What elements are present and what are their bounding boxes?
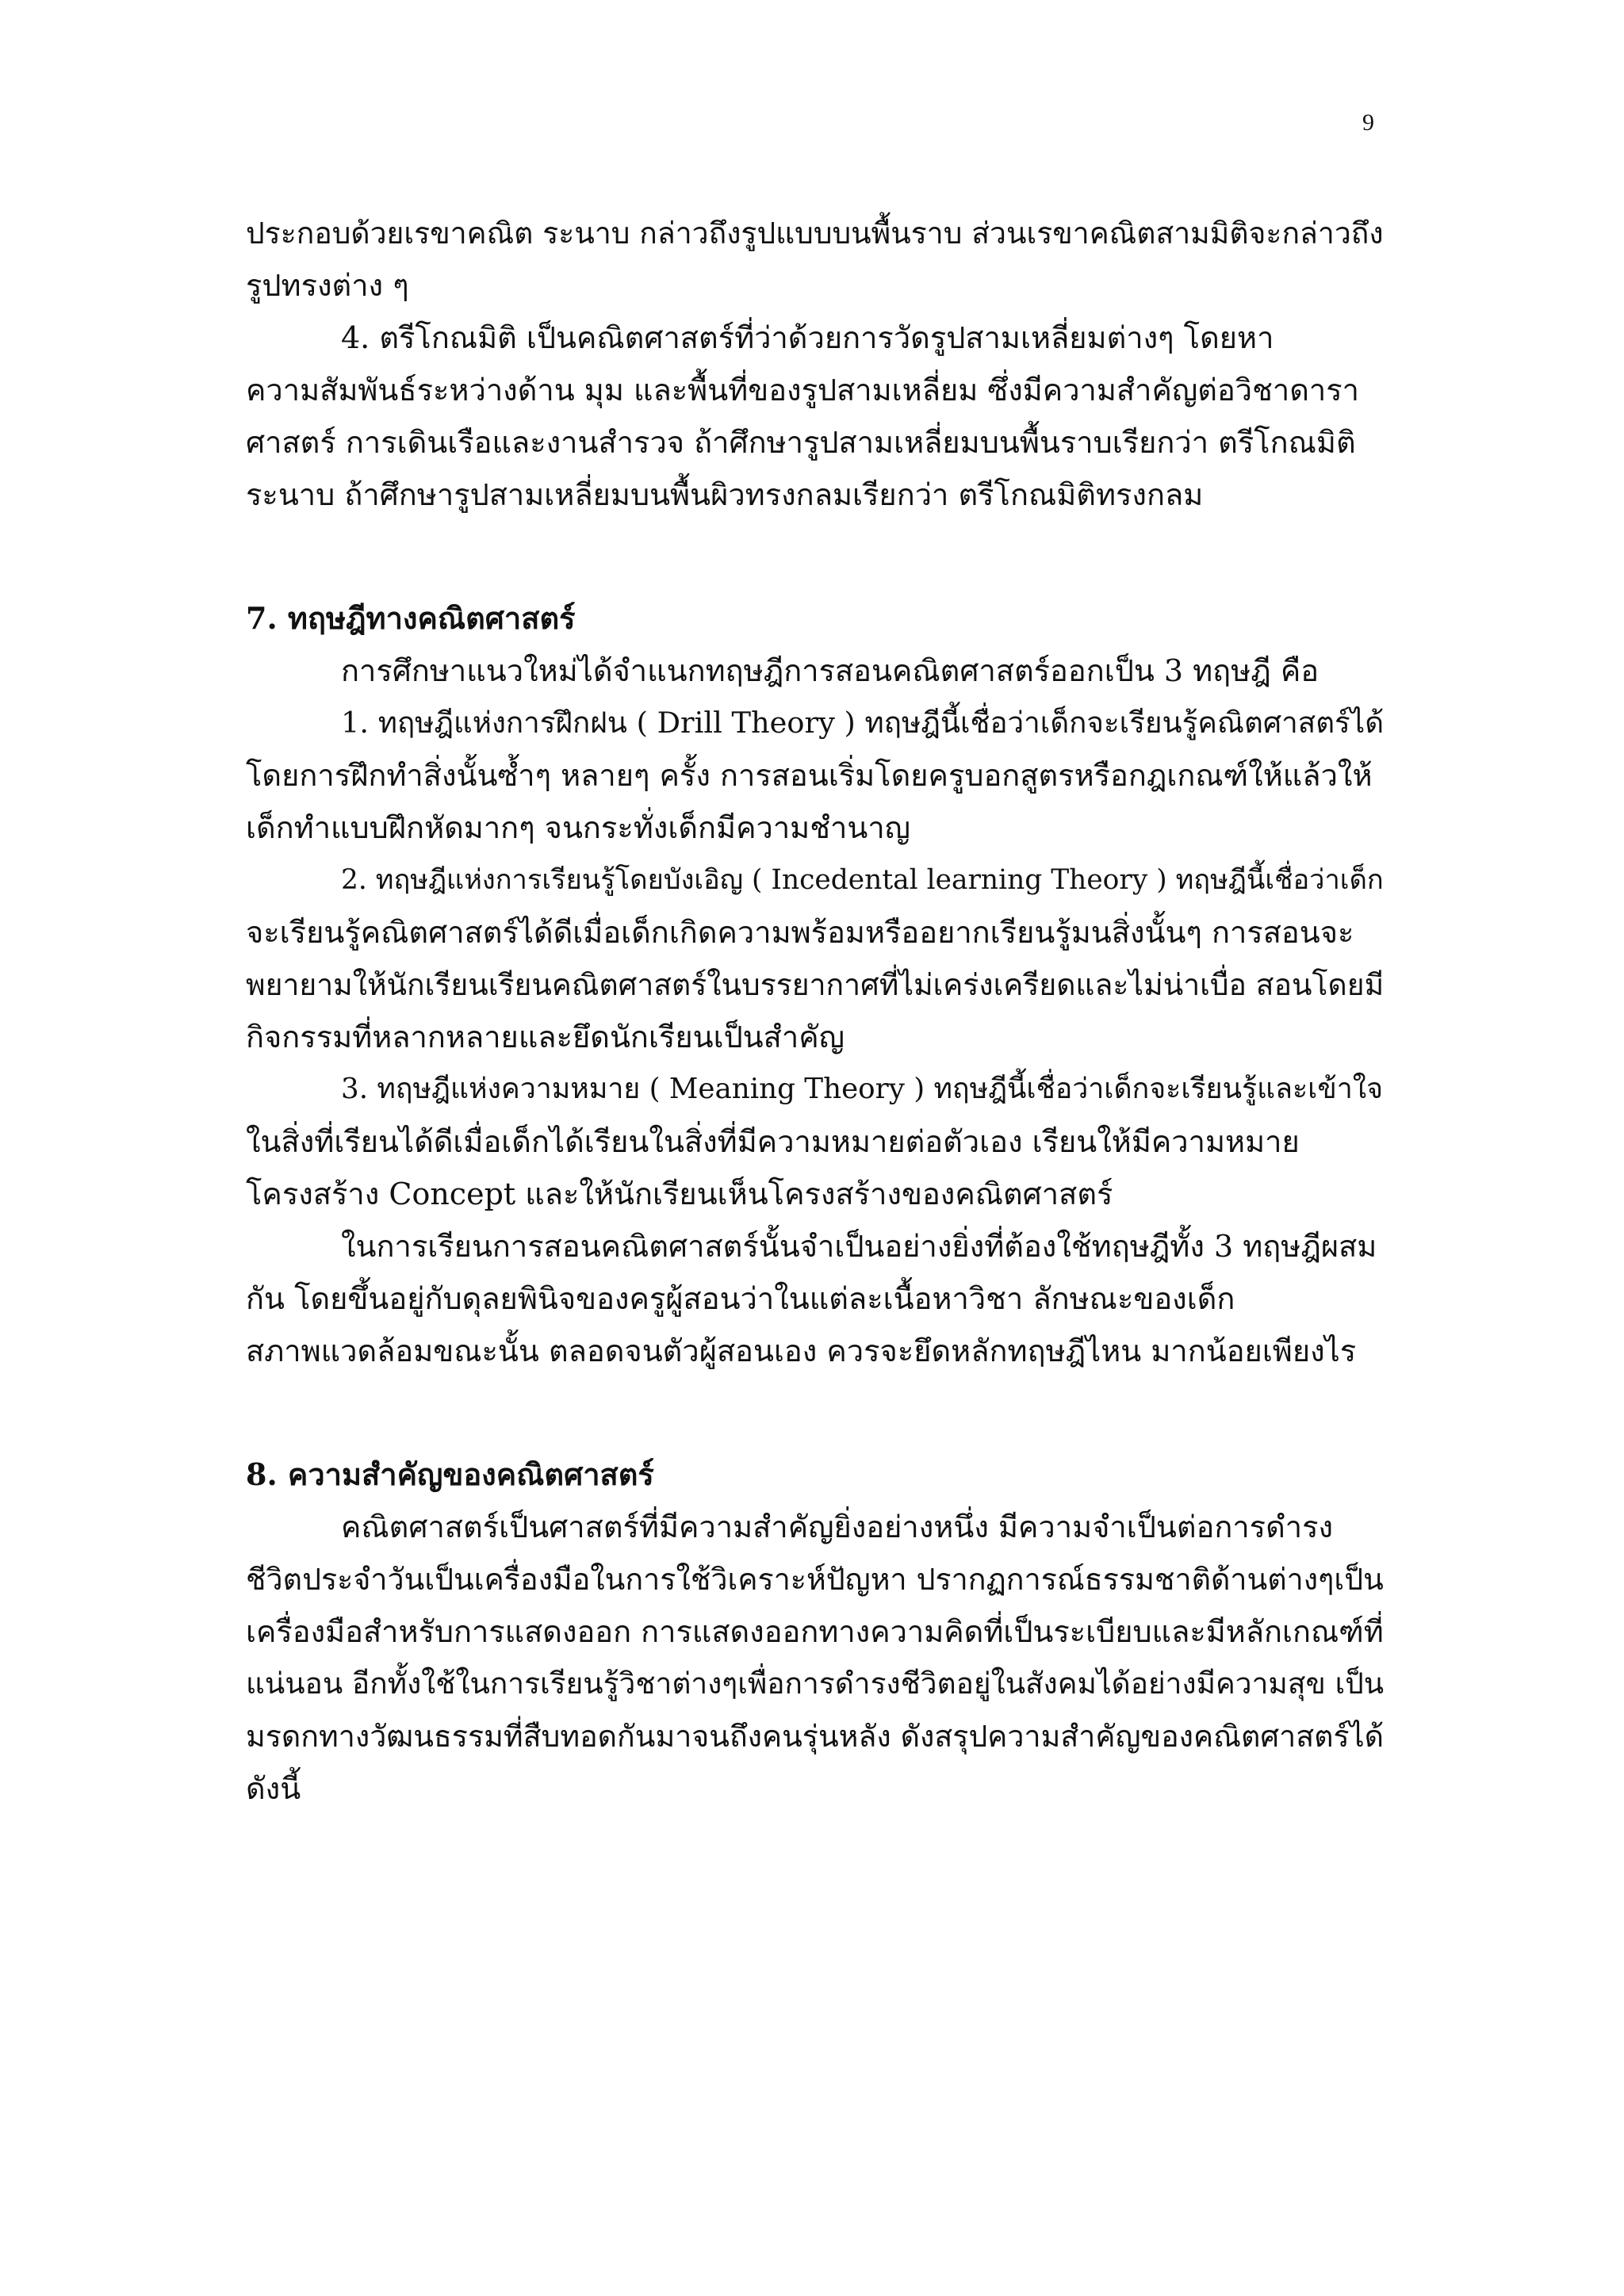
theory1-line: 1. ทฤษฎีแห่งการฝึกฝน ( Drill Theory ) ทฤษฎีนี้เชื่อว่าเด็กจะเรียนรู้คณิตศาสตร์ได้: [341, 706, 1385, 740]
page-number: 9: [1362, 109, 1374, 136]
theory2-line: พยายามให้นักเรียนเรียนคณิตศาสตร์ในบรรยากาศที่ไม่เคร่งเครียดและไม่น่าเบื่อ สอนโดยมี: [246, 967, 1385, 1002]
theory2-line: จะเรียนรู้คณิตศาสตร์ได้ดีเมื่อเด็กเกิดความพร้อมหรืออยากเรียนรู้มนสิ่งนั้นๆ การสอนจะ: [246, 915, 1354, 950]
intro-line: รูปทรงต่าง ๆ: [246, 268, 409, 303]
theory1-line: เด็กทำแบบฝึกหัดมากๆ จนกระทั่งเด็กมีความชำนาญ: [246, 810, 911, 845]
section7-intro: การศึกษาแนวใหม่ได้จำแนกทฤษฎีการสอนคณิตศาสตร์ออกเป็น 3 ทฤษฎี คือ: [341, 653, 1320, 688]
section8-line: ดังนี้: [246, 1771, 301, 1806]
section8-line: มรดกทางวัฒนธรรมที่สืบทอดกันมาจนถึงคนรุ่นหลัง ดังสรุปความสำคัญของคณิตศาสตร์ได้: [246, 1719, 1384, 1754]
section8-heading: 8. ความสำคัญของคณิตศาสตร์: [246, 1456, 654, 1492]
section7-heading: 7. ทฤษฎีทางคณิตศาสตร์: [246, 600, 576, 636]
theory3-line: โครงสร้าง Concept และให้นักเรียนเห็นโครงสร้างของคณิตศาสตร์: [246, 1177, 1113, 1211]
section8-line: คณิตศาสตร์เป็นศาสตร์ที่มีความสำคัญยิ่งอย่างหนึ่ง มีความจำเป็นต่อการดำรง: [341, 1510, 1334, 1544]
theory2-line: กิจกรรมที่หลากหลายและยึดนักเรียนเป็นสำคัญ: [246, 1020, 845, 1054]
section8-line: ชีวิตประจำวันเป็นเครื่องมือในการใช้วิเคราะห์ปัญหา ปรากฏการณ์ธรรมชาติด้านต่างๆเป็น: [246, 1562, 1384, 1597]
intro-line: ประกอบด้วยเรขาคณิต ระนาบ กล่าวถึงรูปแบบบนพื้นราบ ส่วนเรขาคณิตสามมิติจะกล่าวถึง: [246, 216, 1384, 251]
theory1-line: โดยการฝึกทำสิ่งนั้นซ้ำๆ หลายๆ ครั้ง การสอนเริ่มโดยครูบอกสูตรหรือกฎเกณฑ์ให้แล้วให้: [246, 758, 1373, 793]
item4-line: 4. ตรีโกณมิติ เป็นคณิตศาสตร์ที่ว่าด้วยการวัดรูปสามเหลี่ยมต่างๆ โดยหา: [341, 320, 1274, 355]
theory3-line: ในสิ่งที่เรียนได้ดีเมื่อเด็กได้เรียนในสิ่งที่มีความหมายต่อตัวเอง เรียนให้มีความหมาย: [246, 1124, 1300, 1159]
theory2-line: 2. ทฤษฎีแห่งการเรียนรู้โดยบังเอิญ ( Incedental learning Theory ) ทฤษฎีนี้เชื่อว่าเด็ก: [341, 864, 1384, 896]
section8-line: เครื่องมือสำหรับการแสดงออก การแสดงออกทางความคิดที่เป็นระเบียบและมีหลักเกณฑ์ที่: [246, 1614, 1384, 1649]
theory3-line: 3. ทฤษฎีแห่งความหมาย ( Meaning Theory ) ทฤษฎีนี้เชื่อว่าเด็กจะเรียนรู้และเข้าใจ: [341, 1073, 1384, 1105]
conclusion-line: สภาพแวดล้อมขณะนั้น ตลอดจนตัวผู้สอนเอง ควรจะยึดหลักทฤษฎีไหน มากน้อยเพียงไร: [246, 1334, 1357, 1368]
section8-line: แน่นอน อีกทั้งใช้ในการเรียนรู้วิชาต่างๆเพื่อการดำรงชีวิตอยู่ในสังคมได้อย่างมีความสุข เป็น: [246, 1667, 1385, 1701]
conclusion-line: กัน โดยขึ้นอยู่กับดุลยพินิจของครูผู้สอนว่าในแต่ละเนื้อหาวิชา ลักษณะของเด็ก: [246, 1281, 1235, 1316]
item4-line: ระนาบ ถ้าศึกษารูปสามเหลี่ยมบนพื้นผิวทรงกลมเรียกว่า ตรีโกณมิติทรงกลม: [246, 477, 1204, 512]
conclusion-line: ในการเรียนการสอนคณิตศาสตร์นั้นจำเป็นอย่างยิ่งที่ต้องใช้ทฤษฎีทั้ง 3 ทฤษฎีผสม: [341, 1229, 1377, 1264]
item4-line: ความสัมพันธ์ระหว่างด้าน มุม และพื้นที่ของรูปสามเหลี่ยม ซึ่งมีความสำคัญต่อวิชาดารา: [246, 373, 1359, 408]
item4-line: ศาสตร์ การเดินเรือและงานสำรวจ ถ้าศึกษารูปสามเหลี่ยมบนพื้นราบเรียกว่า ตรีโกณมิติ: [246, 425, 1356, 460]
